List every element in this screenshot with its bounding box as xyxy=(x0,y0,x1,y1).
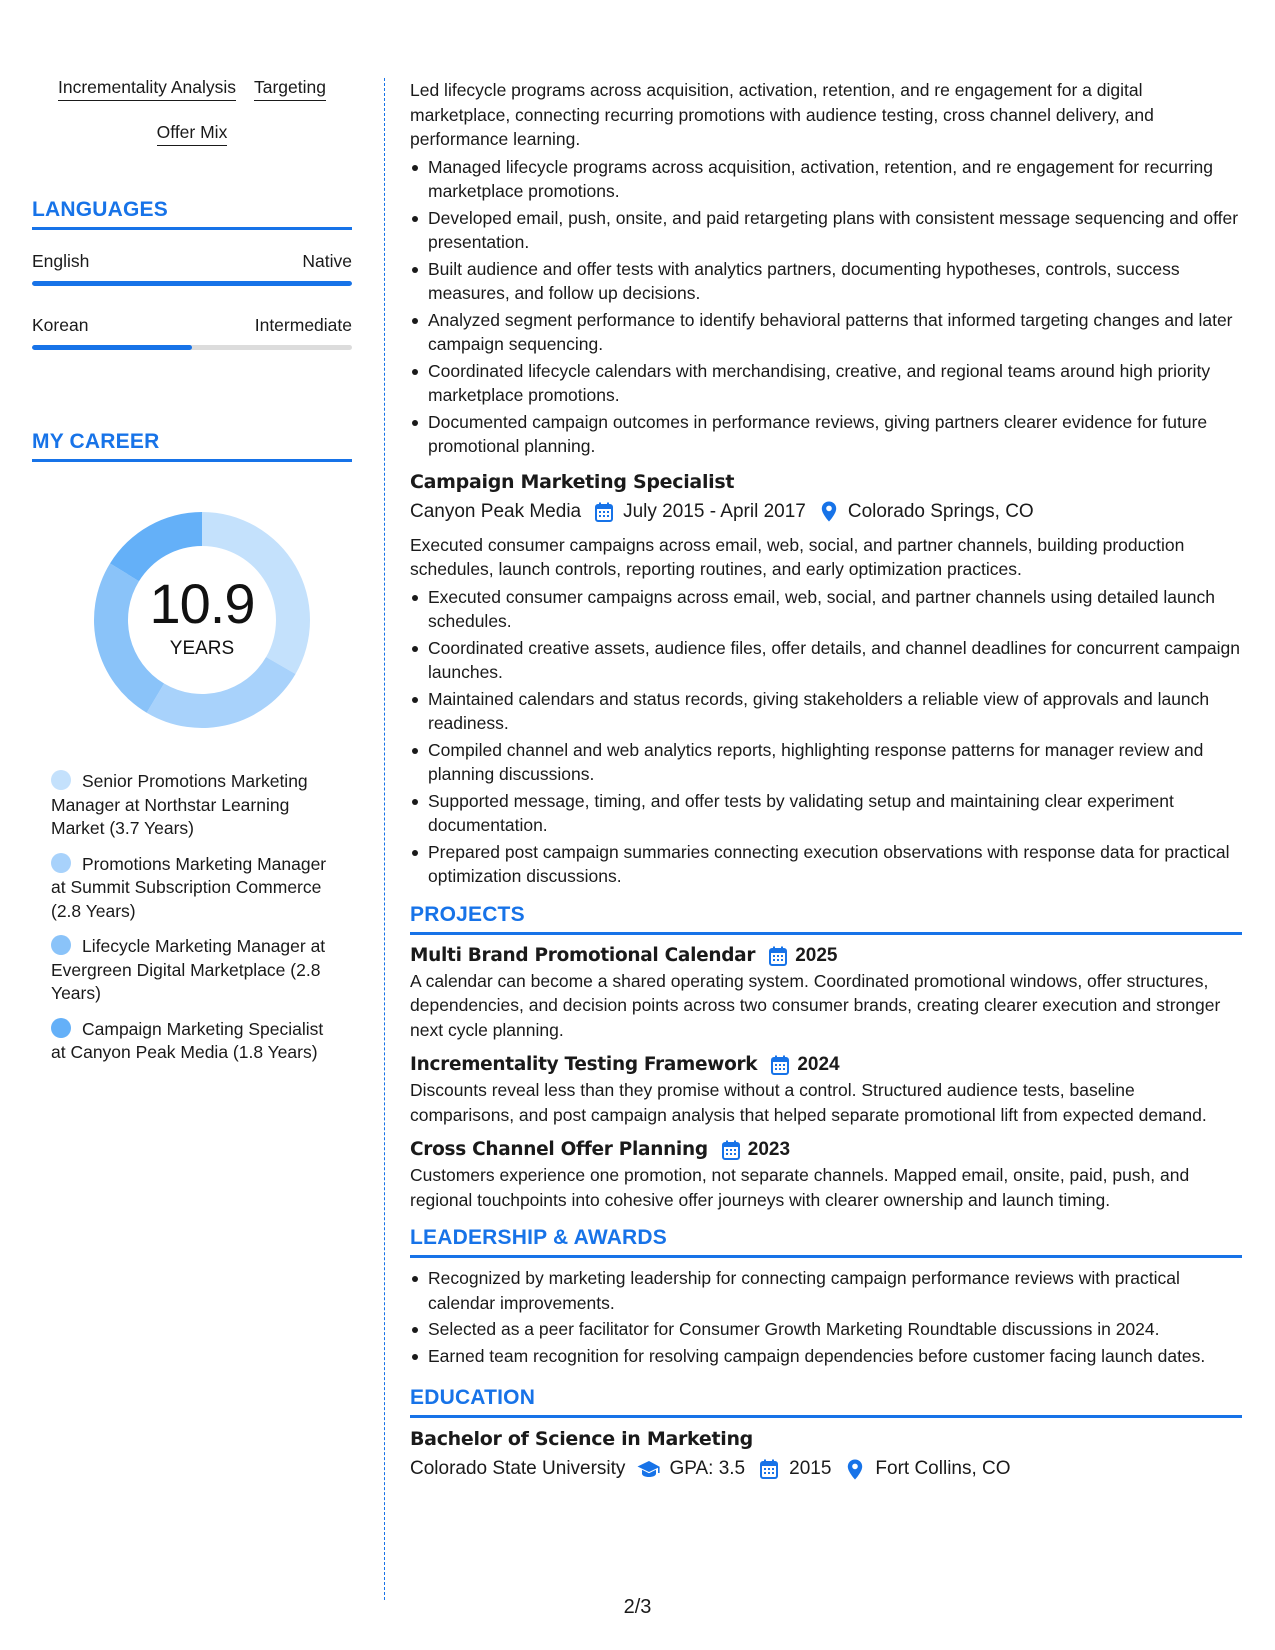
bullet-item: Built audience and offer tests with analytics partners, documenting hypotheses, controls, success measures, and follow up decisions. xyxy=(410,257,1242,306)
section-title: MY CAREER xyxy=(32,430,352,462)
calendar-icon xyxy=(769,1054,791,1076)
right-column xyxy=(410,78,1242,1482)
bullet-item: Developed email, push, onsite, and paid retargeting plans with consistent message sequencing and offer presentation. xyxy=(410,206,1242,255)
skill-tag: Targeting xyxy=(254,76,326,101)
education-school: Colorado State University xyxy=(410,1458,626,1479)
career-section xyxy=(32,430,352,1065)
legend-label: Senior Promotions Marketing Manager at Northstar Learning Market (3.7 Years) xyxy=(51,771,308,838)
section-title: LEADERSHIP & AWARDS xyxy=(410,1226,1242,1258)
education-year: 2015 xyxy=(789,1458,832,1479)
language-proficiency-fill xyxy=(32,345,192,350)
career-total-years: 10.9 xyxy=(149,572,255,635)
project-item xyxy=(410,1052,1242,1127)
legend-label: Campaign Marketing Specialist at Canyon Peak Media (1.8 Years) xyxy=(51,1018,324,1062)
section-title: EDUCATION xyxy=(410,1386,1242,1418)
career-legend xyxy=(32,770,332,1065)
job-summary: Led lifecycle programs across acquisition, activation, retention, and re engagement for a digital marketplace, connecting recurring promotions with audience testing, cross channel delivery, and performance learning. xyxy=(410,80,1154,149)
legend-label: Promotions Marketing Manager at Summit Subscription Commerce (2.8 Years) xyxy=(51,853,327,921)
graduation-cap-icon xyxy=(637,1458,661,1480)
calendar-icon xyxy=(720,1139,742,1161)
bullet-item: Maintained calendars and status records, giving stakeholders a reliable view of approvals and launch readiness. xyxy=(410,687,1242,736)
career-legend-item xyxy=(51,1018,332,1065)
bullet-item: Analyzed segment performance to identify behavioral patterns that informed targeting changes and later campaign sequencing. xyxy=(410,308,1242,357)
legend-dot xyxy=(51,1018,71,1038)
location-pin-icon xyxy=(818,501,840,523)
language-name: Korean xyxy=(32,315,89,335)
job-summary: Executed consumer campaigns across email, web, social, and partner channels, building production schedules, launch controls, reporting routines, and early optimization practices. xyxy=(410,534,1185,579)
project-description: Discounts reveal less than they promise without a control. Structured audience tests, baseline comparisons, and post campaign analysis that helped separate promotional lift from expected demand. xyxy=(410,1080,1207,1125)
job-dates: July 2015 - April 2017 xyxy=(623,500,806,522)
career-legend-item xyxy=(51,935,332,1006)
project-description: Customers experience one promotion, not separate channels. Mapped email, onsite, paid, push, and regional touchpoints into cohesive offer journeys with clearer ownership and launch timing. xyxy=(410,1165,1190,1210)
languages-section xyxy=(32,198,352,350)
project-name: Cross Channel Offer Planning xyxy=(410,1139,708,1160)
legend-dot xyxy=(51,770,71,790)
legend-label: Lifecycle Marketing Manager at Evergreen Digital Marketplace (2.8 Years) xyxy=(51,936,326,1003)
language-proficiency-fill xyxy=(32,281,352,286)
career-legend-item xyxy=(51,770,332,841)
column-divider xyxy=(384,78,385,1600)
bullet-item: Selected as a peer facilitator for Consumer Growth Marketing Roundtable discussions in 2024. xyxy=(410,1317,1242,1342)
project-year: 2023 xyxy=(747,1139,791,1160)
bullet-item: Managed lifecycle programs across acquisition, activation, retention, and re engagement for recurring marketplace promotions. xyxy=(410,155,1242,204)
location-pin-icon xyxy=(843,1458,867,1480)
project-item xyxy=(410,943,1242,1043)
page-number-text: 2/3 xyxy=(623,1596,652,1618)
bullet-item: Supported message, timing, and offer tests by validating setup and maintaining clear experiment documentation. xyxy=(410,789,1242,838)
bullet-item: Compiled channel and web analytics reports, highlighting response patterns for manager review and planning discussions. xyxy=(410,738,1242,787)
job-bullets xyxy=(410,585,1242,889)
job-bullets xyxy=(410,155,1242,459)
section-title: PROJECTS xyxy=(410,903,1242,935)
job-title: Campaign Marketing Specialist xyxy=(410,470,735,493)
project-year: 2025 xyxy=(795,944,838,966)
section-title: LANGUAGES xyxy=(32,198,352,230)
language-proficiency-bar xyxy=(32,281,352,286)
bullet-item: Coordinated lifecycle calendars with merchandising, creative, and regional teams around high priority marketplace promotions. xyxy=(410,359,1242,408)
skill-tag: Incrementality Analysis xyxy=(58,76,236,101)
legend-dot xyxy=(51,935,71,955)
job-company: Canyon Peak Media xyxy=(410,500,582,522)
bullet-item: Prepared post campaign summaries connecting execution observations with response data for practical optimization discussions. xyxy=(410,840,1242,889)
project-description: A calendar can become a shared operating system. Coordinated promotional windows, offer structures, dependencies, and decision points across two consumer brands, creating clearer execution and stronger next cycle planning. xyxy=(410,970,1221,1040)
education-gpa: GPA: 3.5 xyxy=(669,1458,746,1479)
bullet-item: Earned team recognition for resolving campaign dependencies before customer facing launch dates. xyxy=(410,1344,1242,1369)
project-name: Multi Brand Promotional Calendar xyxy=(410,944,756,966)
skill-tags xyxy=(32,76,352,146)
language-level: Intermediate xyxy=(254,315,352,335)
career-donut-chart xyxy=(82,500,322,740)
calendar-icon xyxy=(767,945,789,967)
calendar-icon xyxy=(757,1458,781,1480)
job-meta xyxy=(410,499,1242,525)
language-item xyxy=(32,250,352,286)
education-degree: Bachelor of Science in Marketing xyxy=(410,1428,753,1450)
language-level: Native xyxy=(302,251,352,271)
bullet-item: Coordinated creative assets, audience files, offer details, and channel deadlines for concurrent campaign launches. xyxy=(410,636,1242,685)
language-name: English xyxy=(32,251,90,271)
language-item xyxy=(32,314,352,350)
project-year: 2024 xyxy=(797,1054,840,1075)
language-proficiency-bar xyxy=(32,345,352,350)
job-location: Colorado Springs, CO xyxy=(847,500,1034,522)
skill-tag: Offer Mix xyxy=(157,121,228,146)
education-location: Fort Collins, CO xyxy=(875,1458,1011,1479)
project-name: Incrementality Testing Framework xyxy=(410,1054,758,1075)
career-total-unit: YEARS xyxy=(169,638,235,659)
awards-bullets xyxy=(410,1266,1242,1368)
project-item xyxy=(410,1137,1242,1212)
bullet-item: Documented campaign outcomes in performance reviews, giving partners clearer evidence for future promotional planning. xyxy=(410,410,1242,459)
bullet-item: Recognized by marketing leadership for connecting campaign performance reviews with practical calendar improvements. xyxy=(410,1266,1242,1315)
bullet-item: Executed consumer campaigns across email, web, social, and partner channels using detailed launch schedules. xyxy=(410,585,1242,634)
left-column xyxy=(32,76,352,1077)
legend-dot xyxy=(51,853,71,873)
education-meta xyxy=(410,1456,1242,1482)
calendar-icon xyxy=(593,501,615,523)
career-legend-item xyxy=(51,853,332,924)
page-number xyxy=(0,1596,1275,1619)
